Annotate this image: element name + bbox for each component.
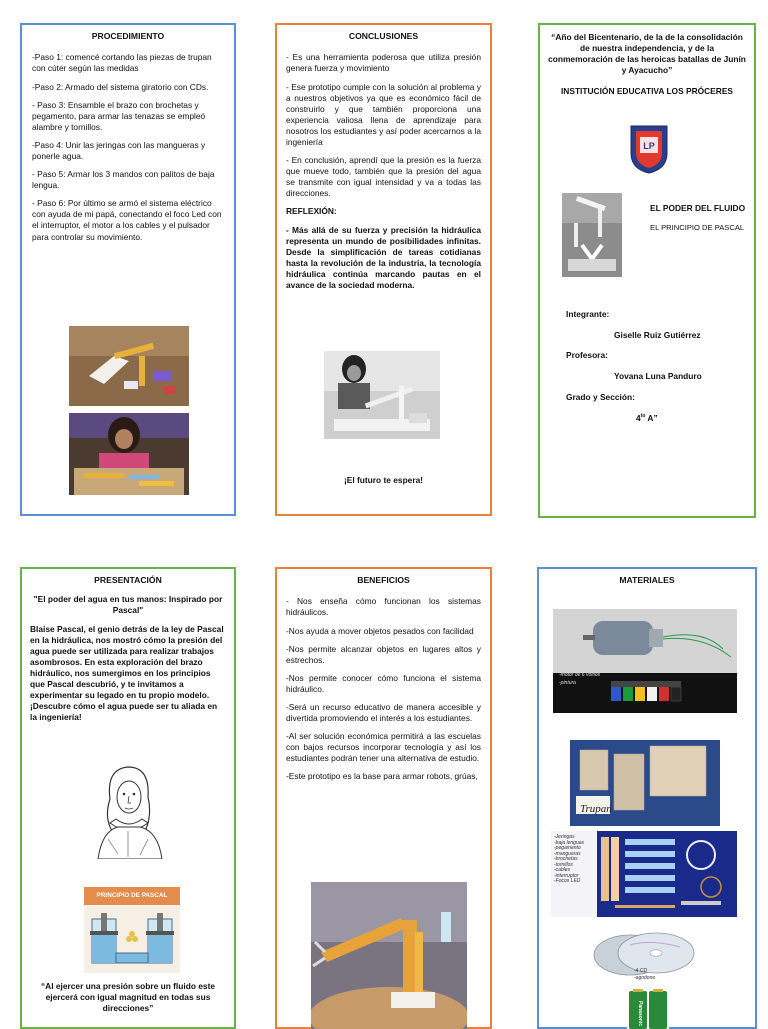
beneficio-item: -Nos ayuda a mover objetos pesados con facilidad — [286, 625, 474, 636]
reflexion-title: REFLEXIÓN: — [286, 206, 337, 217]
beneficio-item: - Nos enseña cómo funcionan los sistemas hidráulicos. — [286, 596, 481, 618]
presentacion-body: Blaise Pascal, el genio detrás de la ley de Pascal en la hidráulica, nos mostró cómo la presión del agua puede ser utilizada para realizar trabajos asombrosos. En esta exploración del brazo hidráulico, nos sumergimos en los principios que Pascal descubrió, y te invitamos a experimentar su legado en tu propio modelo. ¡Descubre cómo el agua puede ser tu aliada en la ingeniería! — [30, 623, 224, 723]
trupan-label: Trupan — [580, 803, 612, 815]
panel-procedimiento — [20, 23, 236, 516]
project-subtitle: EL PRINCIPIO DE PASCAL — [650, 223, 745, 232]
procedimiento-step: -Paso 4: Unir las jeringas con las mangueras y ponerle agua. — [32, 139, 206, 161]
svg-text:LP: LP — [643, 141, 655, 151]
pascal-portrait — [88, 759, 170, 859]
grado-label: Grado y Sección: — [566, 392, 635, 402]
beneficio-item: -Será un recurso educativo de manera accesible y divertida promoviendo el interés a los estudiantes. — [286, 702, 481, 724]
conclusion-item: - Ese prototipo cumple con la solución al problema y a nuestros objetivos ya que es económico fácil de construirlo y que también proporciona una experiencia valiosa llena de aprendizaje para nosotros los estudiantes y así poder acercarnos a la ingeniería — [286, 81, 481, 147]
panel-portada — [538, 23, 756, 518]
presentacion-quote: "El poder del agua en tus manos: Inspirado por Pascal" — [33, 594, 223, 616]
cd-label: -4 CD — [634, 968, 648, 974]
pascal-principle-diagram — [84, 887, 180, 973]
panel-presentacion — [20, 567, 236, 1029]
profesora-label: Profesora: — [566, 350, 608, 360]
photo-hydraulic-arm-table — [69, 326, 189, 406]
year-dedication: “Año del Bicentenario, de la de la consolidación de nuestra independencia, y de la conmemoración de las heroicas batallas de Junín y Ayacucho” — [548, 32, 746, 76]
conclusion-item: - Es una herramienta poderosa que utiliza presión genera fuerza y movimiento — [286, 52, 481, 74]
closing-text: ¡El futuro te espera! — [343, 475, 424, 485]
panel-materiales — [537, 567, 757, 1029]
project-title: EL PODER DEL FLUIDO — [650, 203, 746, 213]
photo-finished-arm — [311, 882, 467, 1029]
panel-beneficios — [275, 567, 492, 1029]
procedimiento-step: - Paso 3: Ensamble el brazo con brochetas y pegamento, para armar las tenazas se empleó alambre y tornillos. — [32, 99, 206, 132]
school-name: INSTITUCIÓN EDUCATIVA LOS PRÓCERES — [560, 86, 733, 97]
materials-list-labels: -Jeringas -baja lenguas -pegamento -mangueras -brochetas -tornillos -cables -interruptor -Focos LED — [554, 834, 585, 884]
integrante-name: Giselle Ruiz Gutiérrez — [614, 330, 701, 340]
procedimiento-title: PROCEDIMIENTO — [91, 31, 165, 41]
photo-motor-paint — [553, 609, 737, 713]
presentacion-title: PRESENTACIÓN — [94, 575, 162, 585]
cd-label-2: -agodone — [634, 975, 656, 981]
beneficio-item: -Este prototipo es la base para armar robots, grúas, — [286, 771, 478, 782]
reflexion-text: - Más allá de su fuerza y precisión la hidráulica representa un mundo de posibilidades infinitas. Desde la simplificación de tareas cotidianas hasta la revolución de la industria, la tecnología hidráulica continúa marcando pautas en el avance de la sociedad moderna. — [286, 224, 481, 291]
diagram-title: PRINCIPIO DE PASCAL — [84, 887, 180, 905]
integrante-label: Integrante: — [566, 309, 610, 319]
panel-conclusiones — [275, 23, 492, 516]
conclusion-item: - En conclusión, aprendí que la presión es la fuerza que mueve todo, también que la presión del agua se transmite con igual intensidad y va a todas las direcciones. — [286, 155, 481, 199]
photo-materials-list — [551, 831, 737, 917]
conclusiones-title: CONCLUSIONES — [348, 31, 419, 41]
photo-hydraulic-arm-model — [562, 193, 622, 277]
beneficio-item: -Al ser solución económica permitirá a las escuelas con bajos recursos incorporar tecnología y así los estudiantes podrán tener una alternativa de estudio. — [286, 731, 481, 764]
beneficio-item: -Nos permite alcanzar objetos en lugares altos y estrechos. — [286, 643, 481, 665]
photo-cds — [590, 931, 700, 985]
presentacion-closing-quote: “Al ejercer una presión sobre un fluido este ejercerá con igual magnitud en todas sus direcciones” — [40, 981, 216, 1014]
procedimiento-step: -Paso 1: comencé cortando las piezas de trupan con cúter según las medidas — [32, 52, 212, 74]
photo-student-with-arm — [324, 351, 440, 439]
beneficios-title: BENEFICIOS — [357, 575, 410, 585]
photo-batteries — [627, 989, 669, 1029]
procedimiento-step: - Paso 5: Armar los 3 mandos con palitos de baja lengua. — [32, 169, 215, 191]
beneficio-item: -Nos permite conocer cómo funciona el sistema hidráulico. — [286, 672, 481, 694]
photo-trupan — [570, 740, 720, 826]
materiales-title: MATERIALES — [619, 575, 675, 585]
procedimiento-step: -Paso 2: Armado del sistema giratorio con CDs. — [32, 81, 209, 92]
battery-brand: Panasonic — [637, 1001, 643, 1027]
grado-value: $4^{to}$ A” — [636, 413, 658, 423]
paint-label: -pintura — [559, 680, 576, 686]
school-logo — [628, 123, 670, 175]
photo-student-building — [69, 413, 189, 495]
motor-label: -motor de 6 voltios — [559, 672, 601, 678]
profesora-name: Yovana Luna Panduro — [614, 371, 702, 381]
procedimiento-step: - Paso 6: Por último se armó el sistema eléctrico con ayuda de mi papá, conectando el foco Led con el interruptor, el motor a los cables y el pulsador para controlar su movimiento. — [32, 198, 222, 242]
